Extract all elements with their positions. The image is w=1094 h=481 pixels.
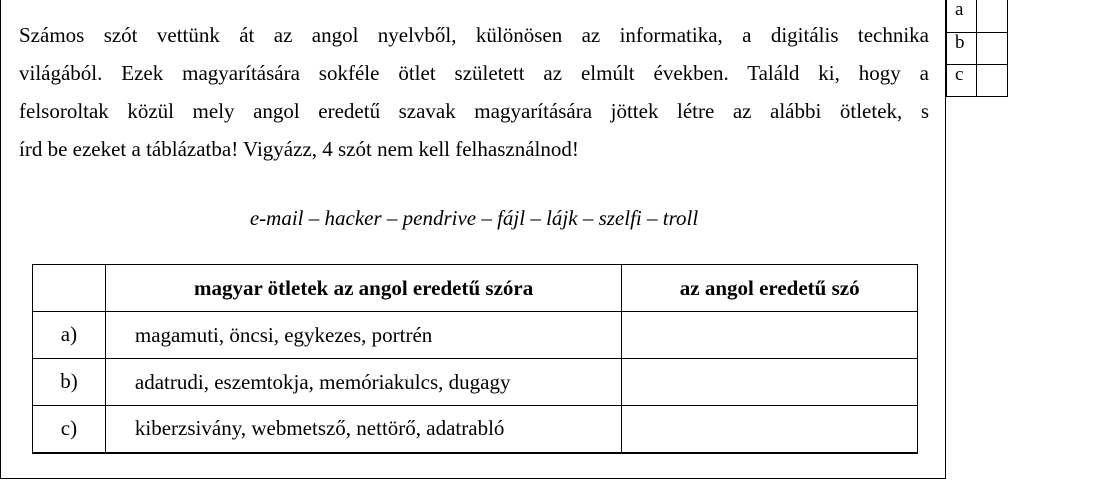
row-ideas: adatrudi, eszemtokja, memóriakulcs, dugagy — [105, 359, 621, 406]
table-row — [33, 312, 918, 359]
task-instructions — [19, 16, 929, 168]
row-letter: a) — [33, 312, 106, 359]
instruction-line: Számos szót vettünk át az angol nyelvből, különösen az informatika, a digitális technika — [19, 23, 929, 47]
instruction-line: írd be ezeket a táblázatba! Vigyázz, 4 szót nem kell felhasználnod! — [19, 137, 579, 161]
score-row — [947, 64, 1008, 96]
table-row — [33, 359, 918, 406]
row-letter: c) — [33, 406, 106, 453]
answer-table — [32, 264, 918, 454]
header-english-word: az angol eredetű szó — [622, 265, 918, 312]
answer-cell-c[interactable] — [622, 406, 918, 453]
instruction-line: világából. Ezek magyarítására sokféle ötlet született az elmúlt években. Találd ki, hogy a — [19, 61, 929, 85]
score-label: c — [947, 64, 977, 96]
score-box-a[interactable] — [977, 0, 1008, 32]
header-empty — [33, 265, 106, 312]
answer-cell-a[interactable] — [622, 312, 918, 359]
score-grid — [946, 0, 1008, 97]
header-ideas: magyar ötletek az angol eredetű szóra — [105, 265, 621, 312]
table-header-row — [33, 265, 918, 312]
score-row — [947, 0, 1008, 32]
answer-cell-b[interactable] — [622, 359, 918, 406]
row-ideas: magamuti, öncsi, egykezes, portrén — [105, 312, 621, 359]
word-list: e-mail – hacker – pendrive – fájl – lájk – szelfi – troll — [249, 206, 699, 230]
score-label: a — [947, 0, 977, 32]
score-box-c[interactable] — [977, 64, 1008, 96]
row-letter: b) — [33, 359, 106, 406]
row-ideas: kiberzsivány, webmetsző, nettörő, adatrabló — [105, 406, 621, 453]
instruction-line: felsoroltak közül mely angol eredetű szavak magyarítására jöttek létre az alábbi ötletek, s — [19, 99, 929, 123]
table-row — [33, 406, 918, 453]
score-box-b[interactable] — [977, 32, 1008, 64]
score-label: b — [947, 32, 977, 64]
score-row — [947, 32, 1008, 64]
